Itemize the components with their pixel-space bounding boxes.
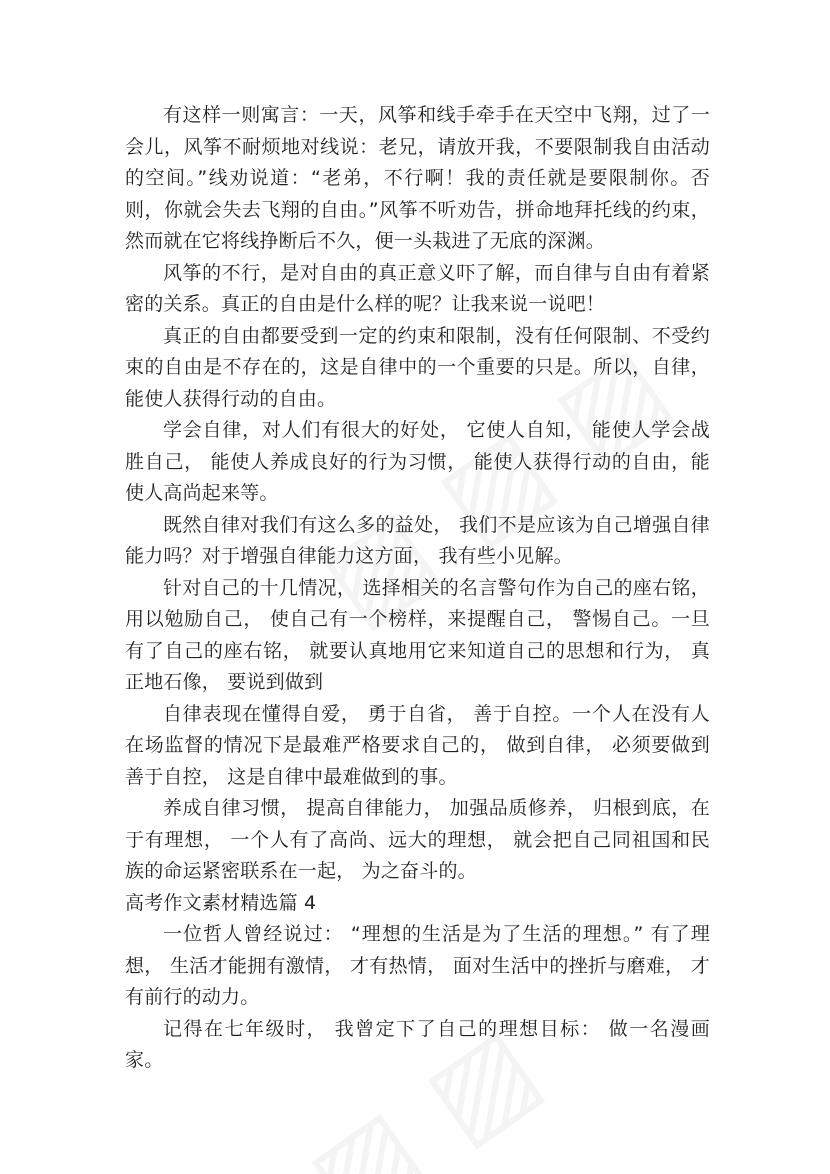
paragraph: 针对自己的十几情况， 选择相关的名言警句作为自己的座右铭，用以勉励自己， 使自己有一个榜样，来提醒自己， 警惕自己。一旦有了自己的座右铭， 就要认真地用它来知道自己的思想和行为， 真正地石像， 要说到做到 bbox=[125, 576, 710, 693]
paragraph: 既然自律对我们有这么多的益处， 我们不是应该为自己增强自律能力吗？对于增强自律能力这方面， 我有些小见解。 bbox=[125, 513, 710, 567]
paragraph: 自律表现在懂得自爱， 勇于自省， 善于自控。一个人在没有人在场监督的情况下是最难严格要求自己的， 做到自律， 必须要做到善于自控， 这是自律中最难做到的事。 bbox=[125, 702, 710, 788]
paragraph: 有这样一则寓言：一天，风筝和线手牵手在天空中飞翔，过了一会儿，风筝不耐烦地对线说：老兄，请放开我，不要限制我自由活动的空间。”线劝说道：“老弟，不行啊！我的责任就是要限制你。否则，你就会失去飞翔的自由。”风筝不听劝告，拼命地拜托线的约束，然而就在它将线挣断后不久，便一头栽进了无底的深渊。 bbox=[125, 104, 710, 252]
paragraph: 学会自律，对人们有很大的好处， 它使人自知， 能使人学会战胜自己， 能使人养成良好的行为习惯， 能使人获得行动的自由，能使人高尚起来等。 bbox=[125, 419, 710, 504]
paragraph: 一位哲人曾经说过： “理想的生活是为了生活的理想。” 有了理想， 生活才能拥有激情， 才有热情， 面对生活中的挫折与磨难， 才有前行的动力。 bbox=[125, 923, 710, 1008]
paragraph: 养成自律习惯， 提高自律能力， 加强品质修养， 归根到底，在于有理想， 一个人有了高尚、远大的理想， 就会把自己同祖国和民族的命运紧密联系在一起， 为之奋斗的。 bbox=[125, 797, 710, 882]
paragraph: 风筝的不行，是对自由的真正意义吓了解，而自律与自由有着紧密的关系。真正的自由是什么样的呢？让我来说一说吧！ bbox=[125, 261, 710, 315]
paragraph: 真正的自由都要受到一定的约束和限制，没有任何限制、不受约束的自由是不存在的，这是自律中的一个重要的只是。所以，自律，能使人获得行动的自由。 bbox=[125, 324, 710, 410]
document-body bbox=[125, 100, 710, 1077]
paragraph: 记得在七年级时， 我曾定下了自己的理想目标： 做一名漫画家。 bbox=[125, 1017, 710, 1071]
section-heading: 高考作文素材精选篇 4 bbox=[125, 891, 317, 914]
